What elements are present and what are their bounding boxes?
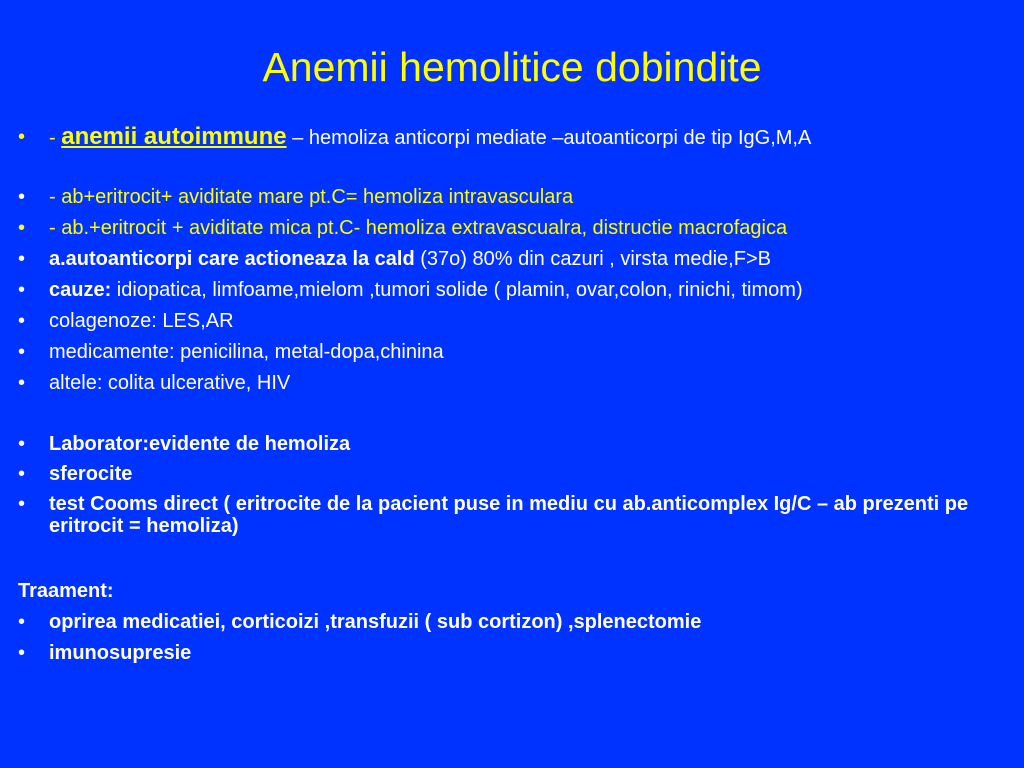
bullet-item: [18, 463, 1018, 485]
item-text: – hemoliza anticorpi mediate –autoanticorpi de tip IgG,M,A: [286, 127, 812, 149]
treatment-heading: Traament:: [18, 580, 114, 602]
bullet-marker: •: [18, 341, 26, 363]
bullet-marker: •: [18, 279, 26, 301]
item-lead: a.autoanticorpi care actioneaza la cald: [49, 248, 415, 270]
bullet-marker: •: [18, 248, 26, 270]
bullet-marker: •: [18, 372, 26, 394]
bullet-marker: •: [18, 642, 26, 664]
item-text: idiopatica, limfoame,mielom ,tumori solide ( plamin, ovar,colon, rinichi, timom): [111, 279, 803, 301]
bullet-item: [18, 310, 1018, 332]
item-text: medicamente: penicilina, metal-dopa,chinina: [49, 341, 444, 363]
bullet-marker: •: [18, 217, 26, 239]
bullet-marker: •: [18, 310, 26, 332]
bullet-item: [18, 611, 1018, 633]
bullet-item: [18, 279, 1018, 301]
item-text: oprirea medicatiei, corticoizi ,transfuzii ( sub cortizon) ,splenectomie: [49, 611, 702, 633]
bullet-item: [18, 493, 1018, 537]
bullet-marker: •: [18, 433, 26, 455]
bullet-item: [18, 341, 1018, 363]
bullet-item: [18, 217, 1018, 239]
bullet-marker: •: [18, 126, 26, 148]
item-text: altele: colita ulcerative, HIV: [49, 372, 291, 394]
bullet-item: [18, 248, 1018, 270]
bullet-item: [18, 123, 1018, 150]
item-text: imunosupresie: [49, 642, 192, 664]
item-text: (37o) 80% din cazuri , virsta medie,F>B: [414, 248, 771, 270]
item-text: test Cooms direct ( eritrocite de la pacient puse in mediu cu ab.anticomplex Ig/C – ab prezenti pe eritrocit = hemoliza): [49, 493, 969, 537]
item-text: - ab.+eritrocit + aviditate mica pt.C- hemoliza extravascualra, distructie macrofagica: [49, 217, 788, 239]
slide-title: Anemii hemolitice dobindite: [262, 44, 762, 90]
bullet-marker: •: [18, 493, 26, 515]
bullet-item: [18, 642, 1018, 664]
item-text: Laborator:evidente de hemoliza: [49, 433, 351, 455]
item-lead: cauze:: [49, 279, 112, 301]
item-text: colagenoze: LES,AR: [49, 310, 234, 332]
bullet-item: [18, 372, 1018, 394]
bullet-marker: •: [18, 186, 26, 208]
bullet-item: [18, 186, 1018, 208]
dash-text: -: [49, 127, 62, 149]
bullet-marker: •: [18, 611, 26, 633]
item-text: - ab+eritrocit+ aviditate mare pt.C= hemoliza intravasculara: [49, 186, 574, 208]
bullet-item: [18, 433, 1018, 455]
item-text: sferocite: [49, 463, 133, 485]
subtopic-heading: anemii autoimmune: [61, 123, 287, 150]
bullet-marker: •: [18, 463, 26, 485]
